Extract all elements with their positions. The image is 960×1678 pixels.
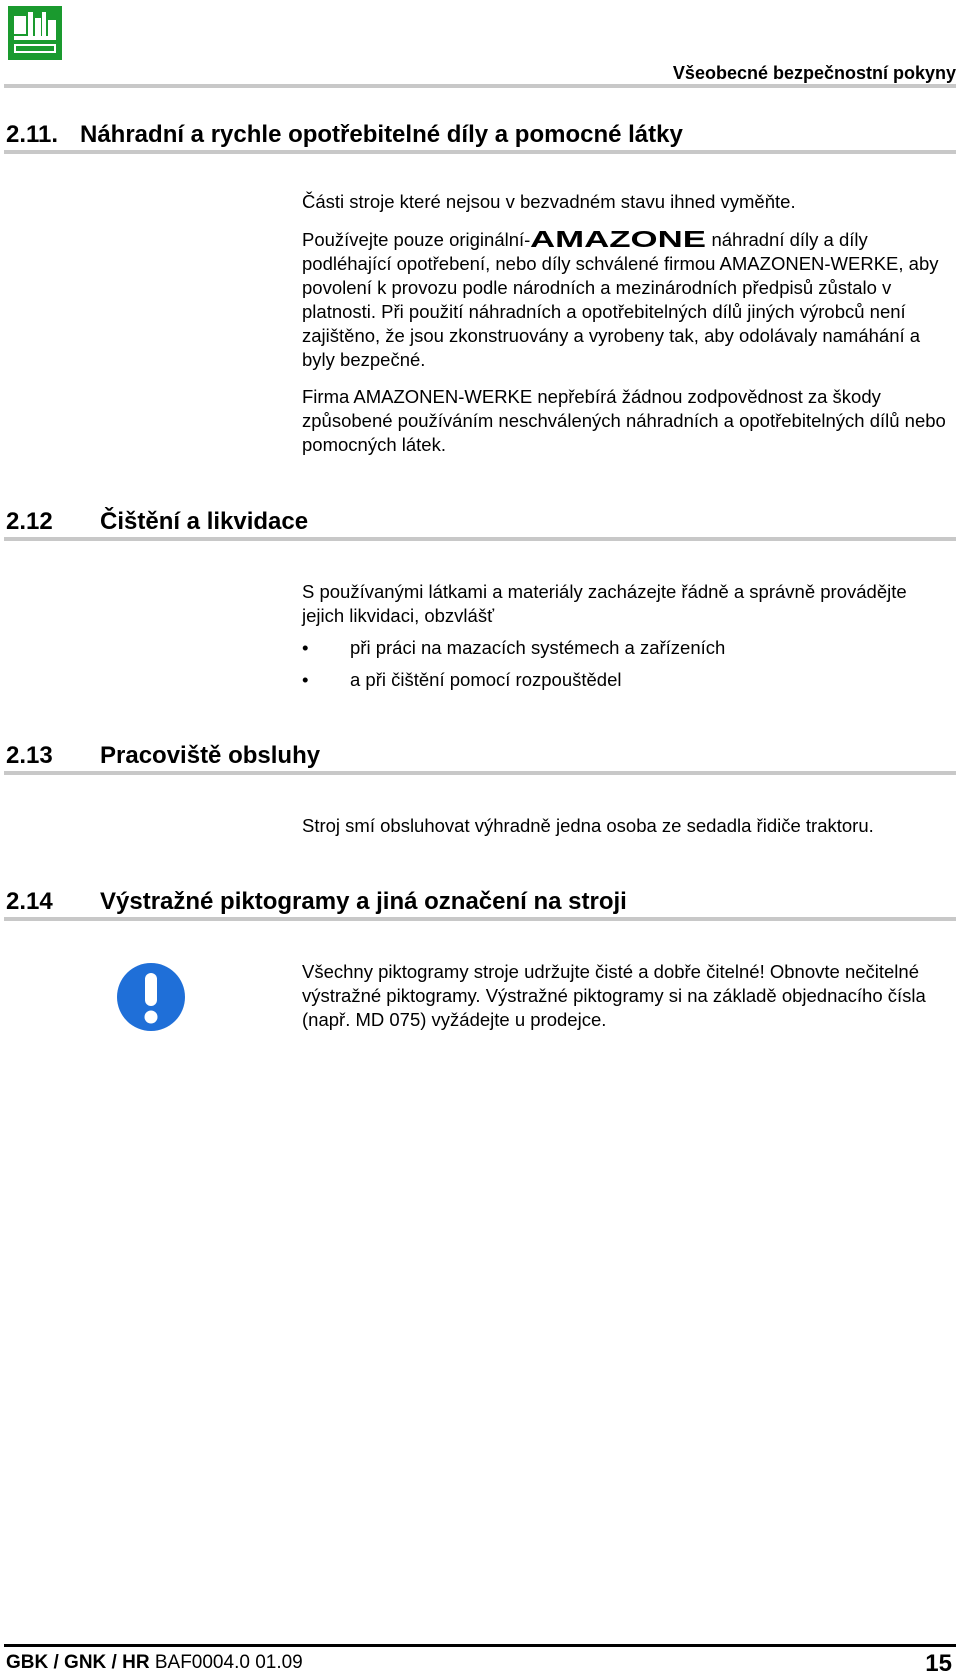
bullet-icon: •	[302, 637, 309, 658]
section-title: Pracoviště obsluhy	[100, 742, 321, 769]
amazone-wordmark-text: AMAZONE	[530, 229, 707, 249]
section-title: Výstražné piktogramy a jiná označení na stroji	[100, 888, 627, 915]
paragraph-text: Všechny piktogramy stroje udržujte čisté a dobře čitelné! Obnovte nečitelné výstražné piktogramy. Výstražné piktogramy si na základě objednacího čísla (např. MD 075) vyžádejte u prodejce.	[302, 961, 926, 1030]
footer-date: 01.09	[255, 1652, 303, 1673]
paragraph-lead: Používejte pouze originální-	[302, 229, 531, 250]
paragraph	[302, 228, 952, 372]
list-item-text: a při čištění pomocí rozpouštědel	[350, 669, 622, 690]
bullet-icon: •	[302, 669, 309, 690]
header-title: Všeobecné bezpečnostní pokyny	[672, 63, 956, 83]
paragraph	[302, 385, 952, 457]
header-divider	[4, 84, 956, 88]
paragraph	[302, 960, 952, 1032]
section-divider	[4, 537, 956, 541]
paragraph-text: Firma AMAZONEN-WERKE nepřebírá žádnou zodpovědnost za škody způsobené používáním neschválených náhradních a opotřebitelných dílů nebo pomocných látek.	[302, 386, 946, 455]
section-number: 2.13	[6, 742, 53, 769]
footer-divider	[4, 1644, 956, 1647]
section-number: 2.14	[6, 888, 53, 915]
exclamation-icon	[116, 962, 186, 1032]
page-number: 15	[925, 1650, 952, 1677]
paragraph	[302, 190, 952, 214]
footer-models: GBK / GNK / HR	[6, 1652, 150, 1673]
footer-doc-code: BAF0004.0	[154, 1652, 250, 1673]
paragraph-text: Části stroje které nejsou v bezvadném stavu ihned vyměňte.	[302, 191, 796, 212]
section-divider	[4, 150, 956, 154]
section-number: 2.12	[6, 508, 53, 535]
section-divider	[4, 771, 956, 775]
paragraph	[302, 814, 952, 838]
exclamation-icon-graphic	[116, 962, 186, 1032]
paragraph-text	[302, 228, 952, 372]
amazone-logo-icon	[8, 6, 62, 60]
footer-info	[6, 1652, 303, 1674]
paragraph	[302, 580, 952, 628]
paragraph-text: S používanými látkami a materiály zacházejte řádně a správně provádějte jejich likvidaci, obzvlášť	[302, 581, 907, 626]
amazone-wordmark	[530, 229, 706, 249]
paragraph-rest: náhradní díly a díly podléhající opotřebení, nebo díly schválené firmou AMAZONEN-WERKE, aby povolení k provozu podle národních a mezinárodních předpisů zůstalo v platnosti. Při použití náhradních a opotřebitelných dílů jiných výrobců není zajištěno, že jsou zkonstruovány a vyrobeny tak, aby odolávaly namáhání a byly bezpečné.	[302, 229, 939, 370]
list-item-text: při práci na mazacích systémech a zařízeních	[350, 637, 726, 658]
paragraph-text: Stroj smí obsluhovat výhradně jedna osoba ze sedadla řidiče traktoru.	[302, 815, 874, 836]
section-divider	[4, 917, 956, 921]
section-title: Čištění a likvidace	[100, 508, 309, 535]
section-number: 2.11.	[6, 121, 59, 148]
section-title: Náhradní a rychle opotřebitelné díly a pomocné látky	[80, 121, 683, 148]
amazone-logo	[8, 6, 62, 60]
